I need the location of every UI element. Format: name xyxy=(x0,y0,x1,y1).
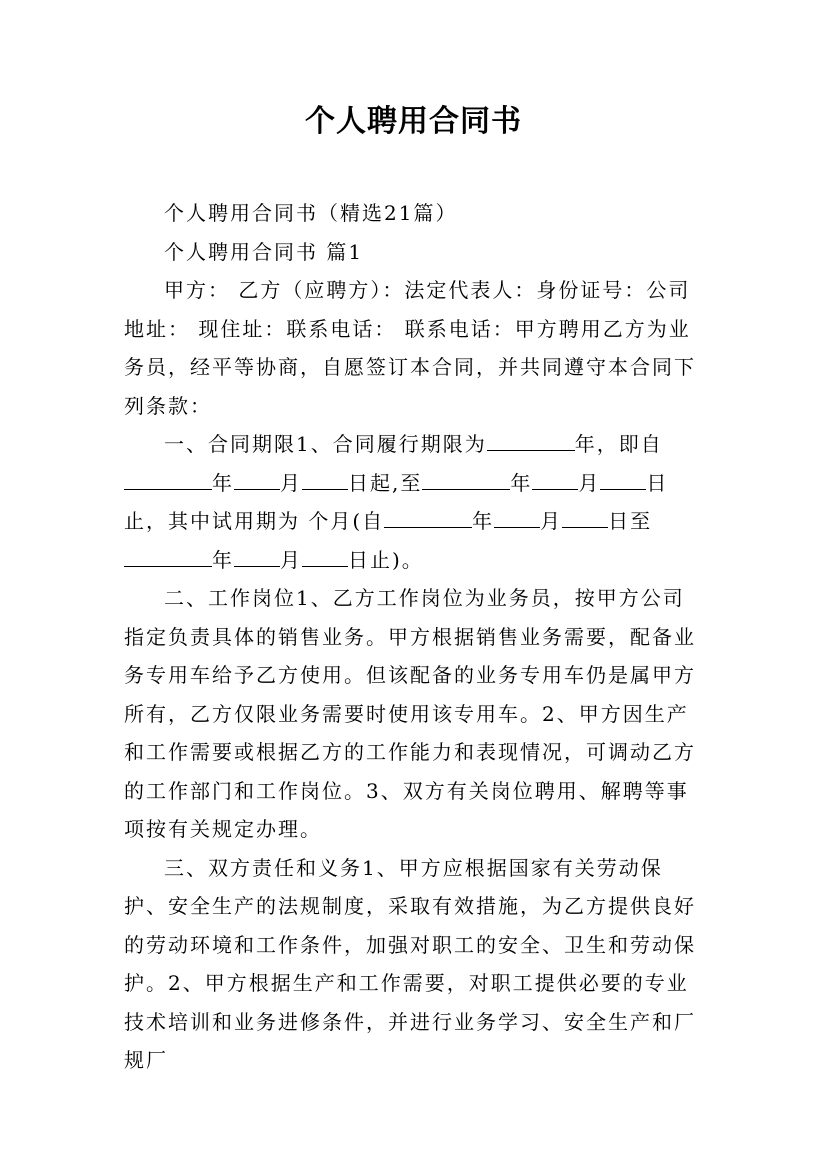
position-paragraph: 二、工作岗位1、乙方工作岗位为业务员，按甲方公司指定负责具体的销售业务。甲方根据销售业务需要，配备业务专用车给予乙方使用。但该配备的业务专用车仍是属甲方所有，乙方仅限业务需要时使用该专用车。2、甲方因生产和工作需要或根据乙方的工作能力和表现情况，可调动乙方的工作部门和工作岗位。3、双方有关岗位聘用、解聘等事项按有关规定办理。 xyxy=(124,586,696,841)
fill-blank xyxy=(384,507,472,528)
term-text-14: 日止)。 xyxy=(348,547,424,572)
term-text-8: 日止，其中试用期为 个月(自 xyxy=(124,470,669,533)
parties-paragraph: 甲方： 乙方（应聘方）：法定代表人：身份证号：公司地址： 现住址：联系电话： 联系电话：甲方聘用乙方为业务员，经平等协商，自愿签订本合同，并共同遵守本合同下列条款： xyxy=(124,278,696,418)
term-text-12: 年 xyxy=(212,547,234,572)
contract-term-paragraph xyxy=(124,425,703,579)
fill-blank xyxy=(422,469,510,490)
term-text-6: 年 xyxy=(510,470,533,495)
term-text-3: 年 xyxy=(212,470,234,495)
subtitle-line: 个人聘用合同书（精选21篇） xyxy=(164,201,458,225)
term-text-11: 日至 xyxy=(608,509,653,533)
fill-blank xyxy=(302,469,348,490)
term-text-7: 月 xyxy=(578,470,601,495)
fill-blank xyxy=(234,469,280,490)
term-text-2: 年，即自 xyxy=(574,432,663,456)
document-title: 个人聘用合同书 xyxy=(305,104,522,139)
fill-blank xyxy=(124,469,212,490)
fill-blank xyxy=(600,469,646,490)
term-text-1: 一、合同期限1、合同履行期限为 xyxy=(164,432,487,456)
term-text-5: 日起,至 xyxy=(348,470,423,495)
term-text-4: 月 xyxy=(280,470,302,495)
fill-blank xyxy=(487,430,575,451)
term-text-10: 月 xyxy=(540,509,563,533)
document-body xyxy=(124,194,703,1080)
fill-blank xyxy=(532,469,578,490)
fill-blank xyxy=(234,546,280,567)
fill-blank xyxy=(562,507,608,528)
fill-blank xyxy=(124,546,212,567)
term-text-9: 年 xyxy=(472,509,495,533)
article-heading: 个人聘用合同书 篇1 xyxy=(164,239,364,264)
fill-blank xyxy=(302,546,348,567)
duties-paragraph: 三、双方责任和义务1、甲方应根据国家有关劳动保护、安全生产的法规制度，采取有效措施，为乙方提供良好的劳动环境和工作条件，加强对职工的安全、卫生和劳动保护。2、甲方根据生产和工作需要，对职工提供必要的专业技术培训和业务进修条件，并进行业务学习、安全生产和厂规厂 xyxy=(124,855,696,1072)
term-text-13: 月 xyxy=(280,547,302,572)
fill-blank xyxy=(494,507,540,528)
